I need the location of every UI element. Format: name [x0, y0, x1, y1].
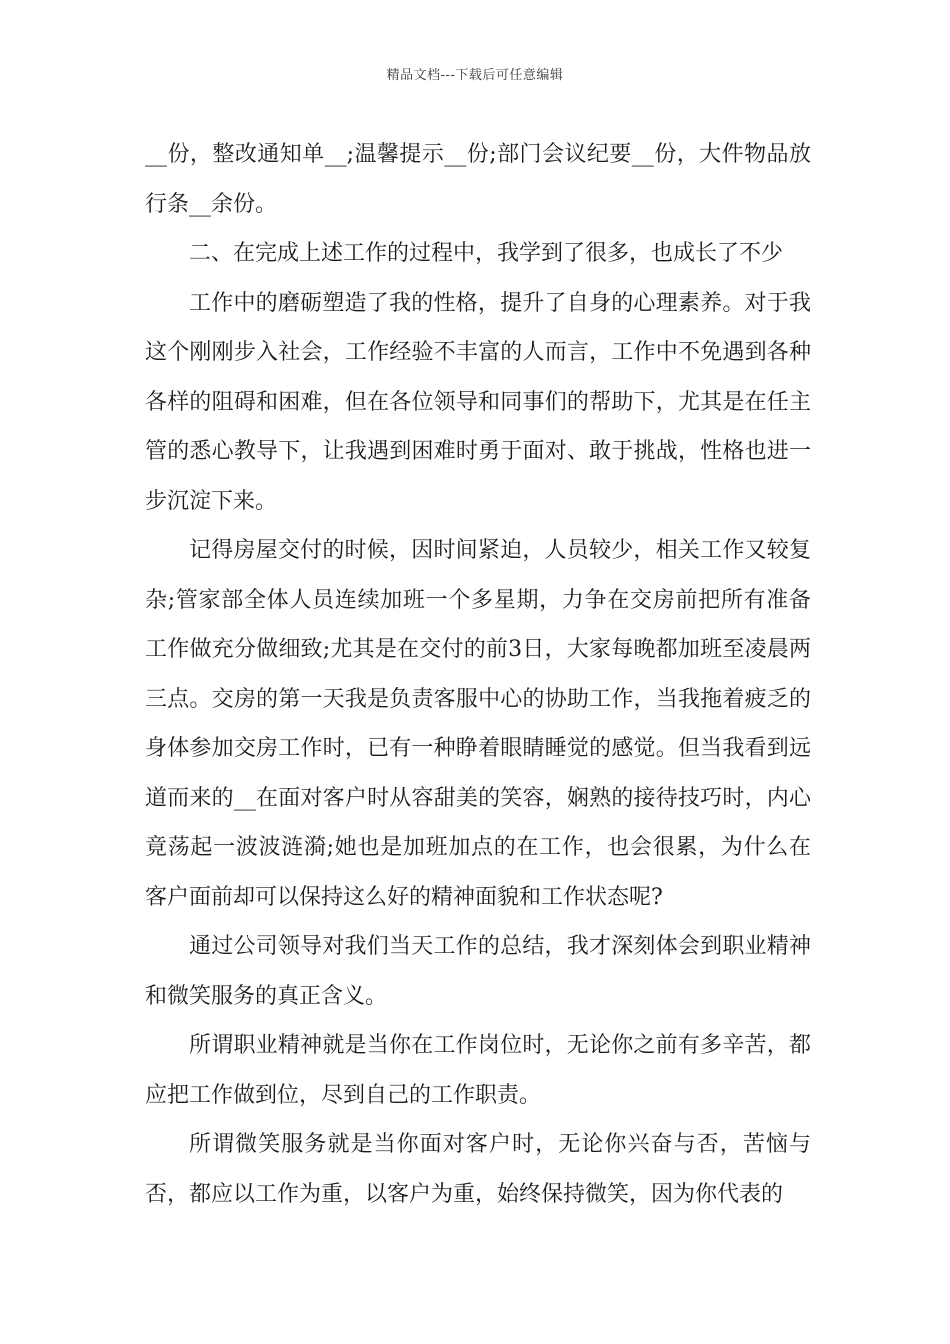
- paragraph-7: 所谓微笑服务就是当你面对客户时，无论你兴奋与否，苦恼与否，都应以工作为重，以客户为重，始终保持微笑，因为你代表的: [145, 1132, 811, 1207]
- paragraph-4: 记得房屋交付的时候，因时间紧迫，人员较少，相关工作又较复杂;管家部全体人员连续加班一个多星期，力争在交房前把所有准备工作做充分做细致;尤其是在交付的前3日，大家每晚都加班至凌晨两三点。交房的第一天我是负责客服中心的协助工作，当我拖着疲乏的身体参加交房工作时，已有一种睁着眼睛睡觉的感觉。但当我看到远道而来的__在面对客户时从容甜美的笑容，娴熟的接待技巧时，内心竟荡起一波波涟漪;她也是加班加点的在工作，也会很累，为什么在客户面前却可以保持这么好的精神面貌和工作状态呢?: [145, 538, 811, 910]
- paragraph-5: 通过公司领导对我们当天工作的总结，我才深刻体会到职业精神和微笑服务的真正含义。: [145, 934, 811, 1009]
- paragraph-2: 二、在完成上述工作的过程中，我学到了很多，也成长了不少: [189, 241, 784, 266]
- page-header: 精品文档---下载后可任意编辑: [386, 68, 564, 83]
- paragraph-6: 所谓职业精神就是当你在工作岗位时，无论你之前有多辛苦，都应把工作做到位，尽到自己的工作职责。: [145, 1033, 811, 1108]
- document-body: [145, 130, 811, 1219]
- paragraph-1: __份，整改通知单__;温馨提示__份;部门会议纪要__份，大件物品放行条__余份。: [145, 142, 811, 217]
- paragraph-3: 工作中的磨砺塑造了我的性格，提升了自身的心理素养。对于我这个刚刚步入社会，工作经验不丰富的人而言，工作中不免遇到各种各样的阻碍和困难，但在各位领导和同事们的帮助下，尤其是在任主管的悉心教导下，让我遇到困难时勇于面对、敢于挑战，性格也进一步沉淀下来。: [145, 290, 811, 514]
